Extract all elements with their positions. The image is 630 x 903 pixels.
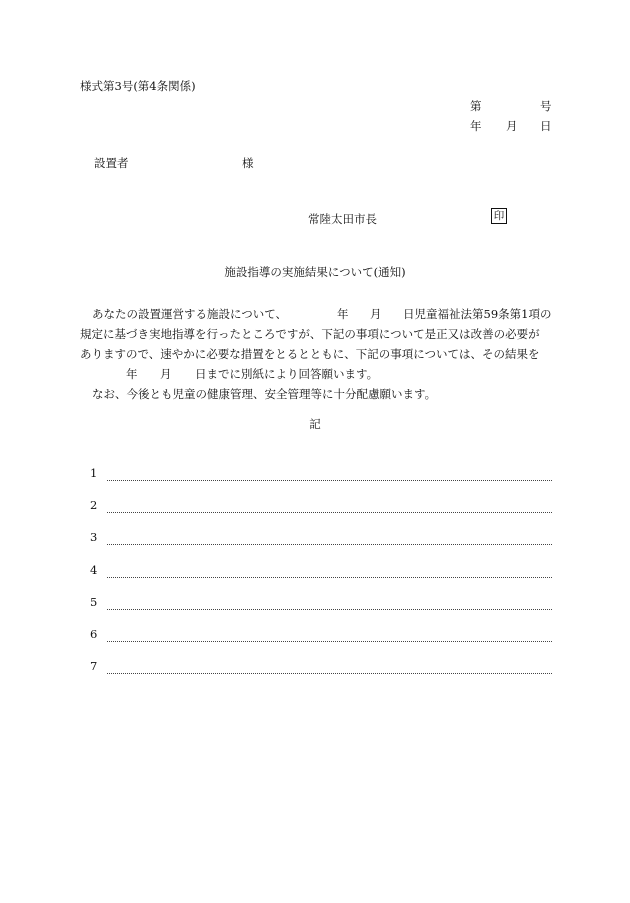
item-number: 2 — [90, 498, 98, 513]
body-line-3: ありますので、速やかに必要な措置をとるとともに、下記の事項については、その結果を — [80, 347, 540, 361]
body-line-1-year: 年 — [337, 307, 349, 321]
item-number: 4 — [90, 562, 98, 577]
item-entry-line[interactable] — [107, 512, 552, 513]
item-number: 6 — [90, 626, 98, 641]
item-entry-line[interactable] — [107, 480, 552, 481]
body-line-4 — [80, 364, 555, 384]
body-line-4-year: 年 — [126, 367, 138, 381]
item-row — [90, 627, 552, 659]
body-line-1-month: 月 — [370, 307, 382, 321]
recipient-line — [94, 155, 254, 171]
ki-heading: 記 — [309, 417, 321, 431]
item-number: 7 — [90, 659, 98, 674]
item-entry-line[interactable] — [107, 609, 552, 610]
item-entry-line[interactable] — [107, 577, 552, 578]
document-title: 施設指導の実施結果について(通知) — [224, 265, 406, 279]
form-number-label: 様式第3号(第4条関係) — [80, 79, 196, 93]
body-line-4-end: 日までに別紙により回答願います。 — [195, 367, 379, 381]
body-line-2: 規定に基づき実地指導を行ったところですが、下記の事項について是正又は改善の必要が — [80, 327, 540, 341]
body-line-4-month: 月 — [160, 367, 172, 381]
item-row — [90, 466, 552, 498]
item-row — [90, 595, 552, 627]
item-list — [90, 466, 552, 691]
date-day: 日 — [540, 119, 552, 133]
item-row — [90, 530, 552, 562]
seal-mark: 印 — [491, 208, 507, 224]
item-number: 5 — [90, 594, 98, 609]
date-month: 月 — [506, 119, 518, 133]
item-entry-line[interactable] — [107, 641, 552, 642]
item-entry-line[interactable] — [107, 544, 552, 545]
body-text — [80, 304, 555, 404]
number-suffix: 号 — [540, 99, 552, 113]
item-row — [90, 563, 552, 595]
body-line-1-start: あなたの設置運営する施設について、 — [92, 307, 288, 321]
item-row — [90, 498, 552, 530]
item-row — [90, 659, 552, 691]
date-year: 年 — [470, 119, 482, 133]
recipient-label: 設置者 — [94, 156, 129, 170]
item-entry-line[interactable] — [107, 673, 552, 674]
item-number: 1 — [90, 466, 98, 480]
number-prefix: 第 — [470, 99, 482, 113]
body-line-1-end: 日児童福祉法第59条第1項の — [403, 307, 552, 321]
body-line-1 — [80, 304, 555, 324]
item-number: 3 — [90, 530, 98, 545]
recipient-honorific: 様 — [242, 156, 254, 170]
issuer-name: 常陸太田市長 — [308, 212, 377, 226]
body-line-5: なお、今後とも児童の健康管理、安全管理等に十分配慮願います。 — [92, 387, 437, 401]
